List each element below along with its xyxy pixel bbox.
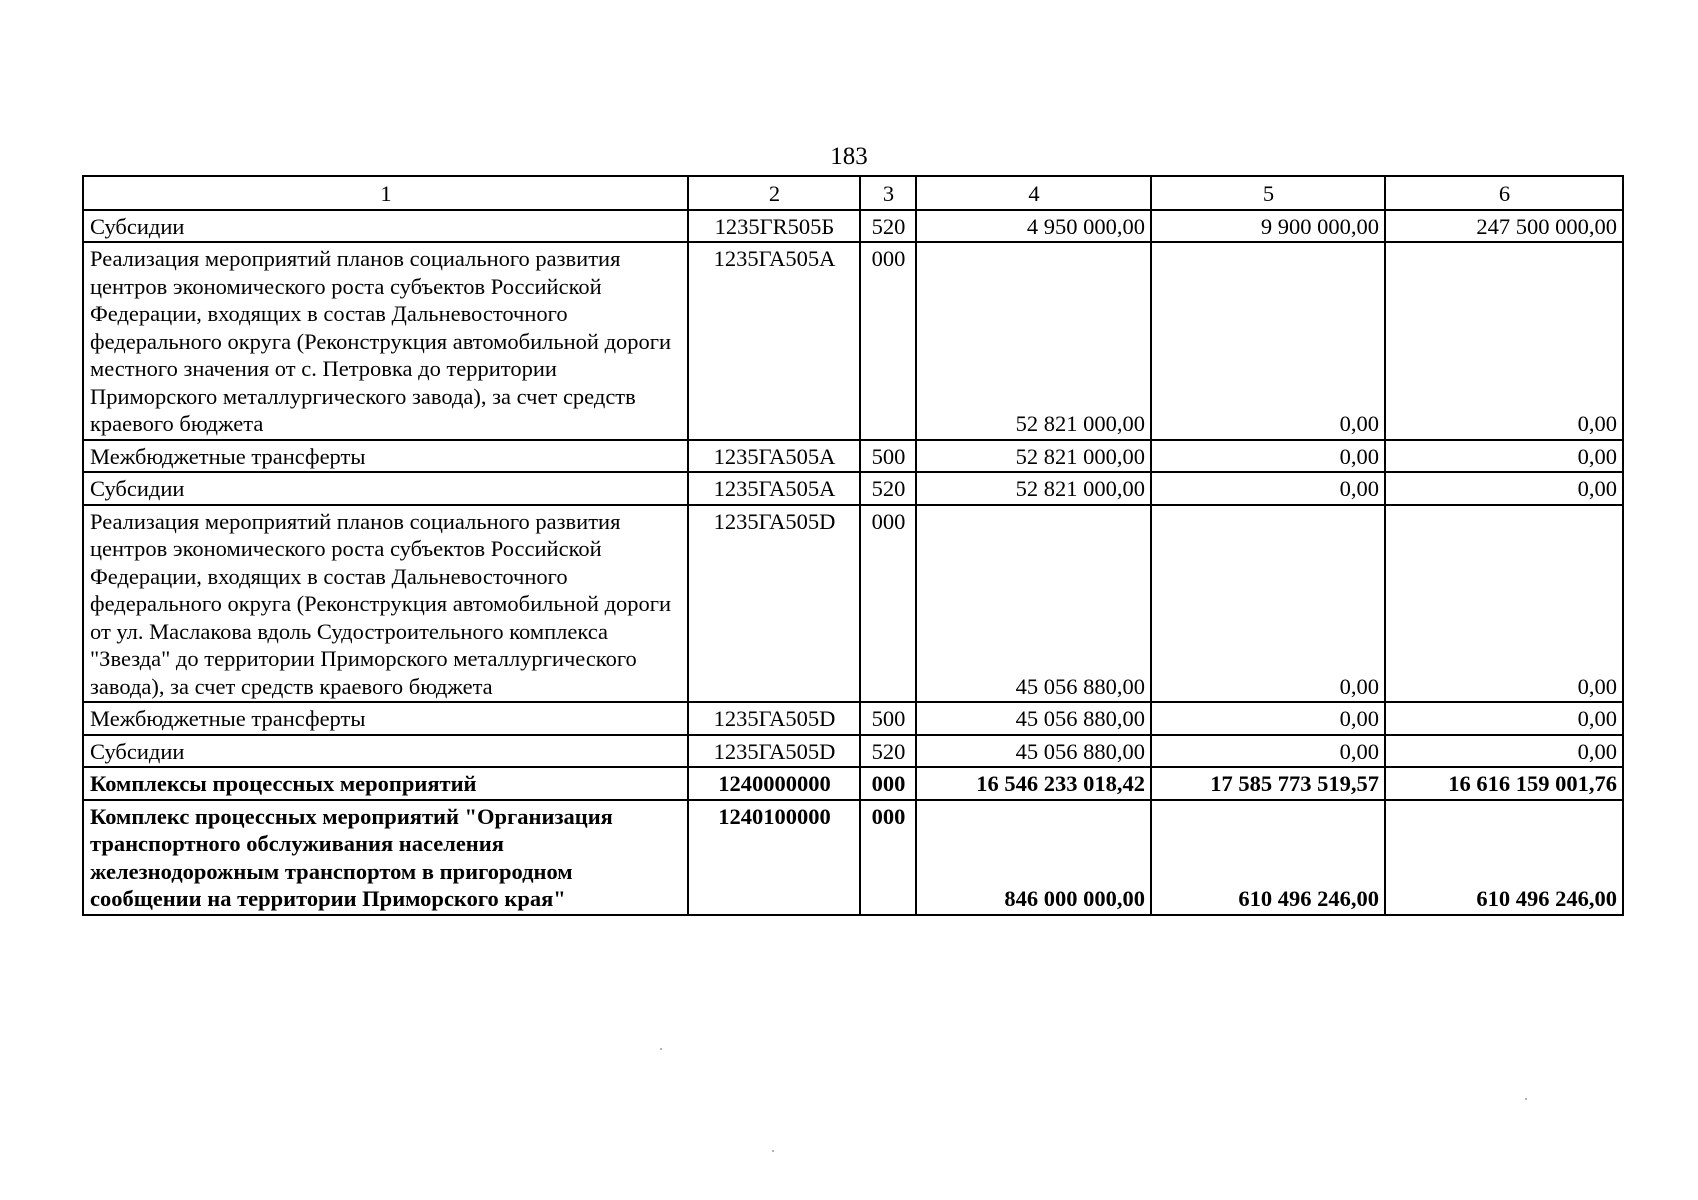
scan-speck [772, 1150, 774, 1152]
row-name: Комплекс процессных мероприятий "Организация транспортного обслуживания населения железнодорожным транспортом в пригородном сообщении на территории Приморского края" [83, 800, 688, 915]
page-number: 183 [830, 143, 868, 170]
table-row [83, 242, 1623, 440]
row-amount-col5: 0,00 [1151, 735, 1385, 768]
row-name: Комплексы процессных мероприятий [83, 767, 688, 800]
row-expense-type: 000 [860, 800, 916, 915]
column-header-3: 3 [860, 176, 916, 210]
row-target-code: 1235ГА505А [688, 472, 860, 505]
column-header-6: 6 [1385, 176, 1623, 210]
row-expense-type: 500 [860, 440, 916, 473]
scan-speck [660, 1048, 662, 1050]
row-amount-col5: 0,00 [1151, 472, 1385, 505]
row-amount-col4: 52 821 000,00 [916, 472, 1151, 505]
table-row-total [83, 800, 1623, 915]
row-target-code: 1235ГR505Б [688, 210, 860, 243]
row-amount-col6: 0,00 [1385, 735, 1623, 768]
table-row [83, 735, 1623, 768]
column-header-4: 4 [916, 176, 1151, 210]
row-amount-col5: 0,00 [1151, 505, 1385, 703]
row-name: Межбюджетные трансферты [83, 702, 688, 735]
row-expense-type: 500 [860, 702, 916, 735]
table-header-row [83, 176, 1623, 210]
table-row [83, 440, 1623, 473]
table-row [83, 210, 1623, 243]
row-target-code: 1235ГА505D [688, 702, 860, 735]
row-amount-col4: 16 546 233 018,42 [916, 767, 1151, 800]
row-amount-col4: 45 056 880,00 [916, 735, 1151, 768]
row-amount-col4: 846 000 000,00 [916, 800, 1151, 915]
row-target-code: 1235ГА505А [688, 242, 860, 440]
row-name: Реализация мероприятий планов социального развития центров экономического роста субъектов Российской Федерации, входящих в состав Дальневосточного федерального округа (Реконструкция автомобильной дороги местного значения от с. Петровка до территории Приморского металлургического завода), за счет средств краевого бюджета [83, 242, 688, 440]
row-expense-type: 000 [860, 242, 916, 440]
column-header-1: 1 [83, 176, 688, 210]
row-amount-col5: 0,00 [1151, 702, 1385, 735]
row-amount-col5: 0,00 [1151, 440, 1385, 473]
row-target-code: 1235ГА505А [688, 440, 860, 473]
budget-table [82, 175, 1624, 916]
row-expense-type: 520 [860, 210, 916, 243]
table-row [83, 472, 1623, 505]
row-amount-col5: 0,00 [1151, 242, 1385, 440]
table-row [83, 505, 1623, 703]
row-name: Субсидии [83, 472, 688, 505]
row-amount-col4: 45 056 880,00 [916, 505, 1151, 703]
row-name: Субсидии [83, 210, 688, 243]
row-target-code: 1240000000 [688, 767, 860, 800]
row-amount-col6: 0,00 [1385, 242, 1623, 440]
row-name: Межбюджетные трансферты [83, 440, 688, 473]
table-row [83, 702, 1623, 735]
row-expense-type: 520 [860, 472, 916, 505]
row-amount-col4: 52 821 000,00 [916, 242, 1151, 440]
row-amount-col5: 610 496 246,00 [1151, 800, 1385, 915]
row-amount-col5: 9 900 000,00 [1151, 210, 1385, 243]
row-name: Реализация мероприятий планов социального развития центров экономического роста субъектов Российской Федерации, входящих в состав Дальневосточного федерального округа (Реконструкция автомобильной дороги от ул. Маслакова вдоль Судостроительного комплекса "Звезда" до территории Приморского металлургического завода), за счет средств краевого бюджета [83, 505, 688, 703]
row-target-code: 1235ГА505D [688, 505, 860, 703]
row-target-code: 1240100000 [688, 800, 860, 915]
row-amount-col6: 0,00 [1385, 440, 1623, 473]
row-amount-col4: 45 056 880,00 [916, 702, 1151, 735]
scan-speck [1525, 1098, 1527, 1100]
row-name: Субсидии [83, 735, 688, 768]
table-row-total [83, 767, 1623, 800]
row-amount-col4: 4 950 000,00 [916, 210, 1151, 243]
row-expense-type: 000 [860, 505, 916, 703]
row-target-code: 1235ГА505D [688, 735, 860, 768]
row-amount-col6: 247 500 000,00 [1385, 210, 1623, 243]
row-amount-col6: 16 616 159 001,76 [1385, 767, 1623, 800]
row-amount-col6: 0,00 [1385, 505, 1623, 703]
column-header-5: 5 [1151, 176, 1385, 210]
row-amount-col4: 52 821 000,00 [916, 440, 1151, 473]
column-header-2: 2 [688, 176, 860, 210]
row-expense-type: 000 [860, 767, 916, 800]
row-expense-type: 520 [860, 735, 916, 768]
row-amount-col6: 0,00 [1385, 472, 1623, 505]
row-amount-col6: 610 496 246,00 [1385, 800, 1623, 915]
row-amount-col6: 0,00 [1385, 702, 1623, 735]
row-amount-col5: 17 585 773 519,57 [1151, 767, 1385, 800]
